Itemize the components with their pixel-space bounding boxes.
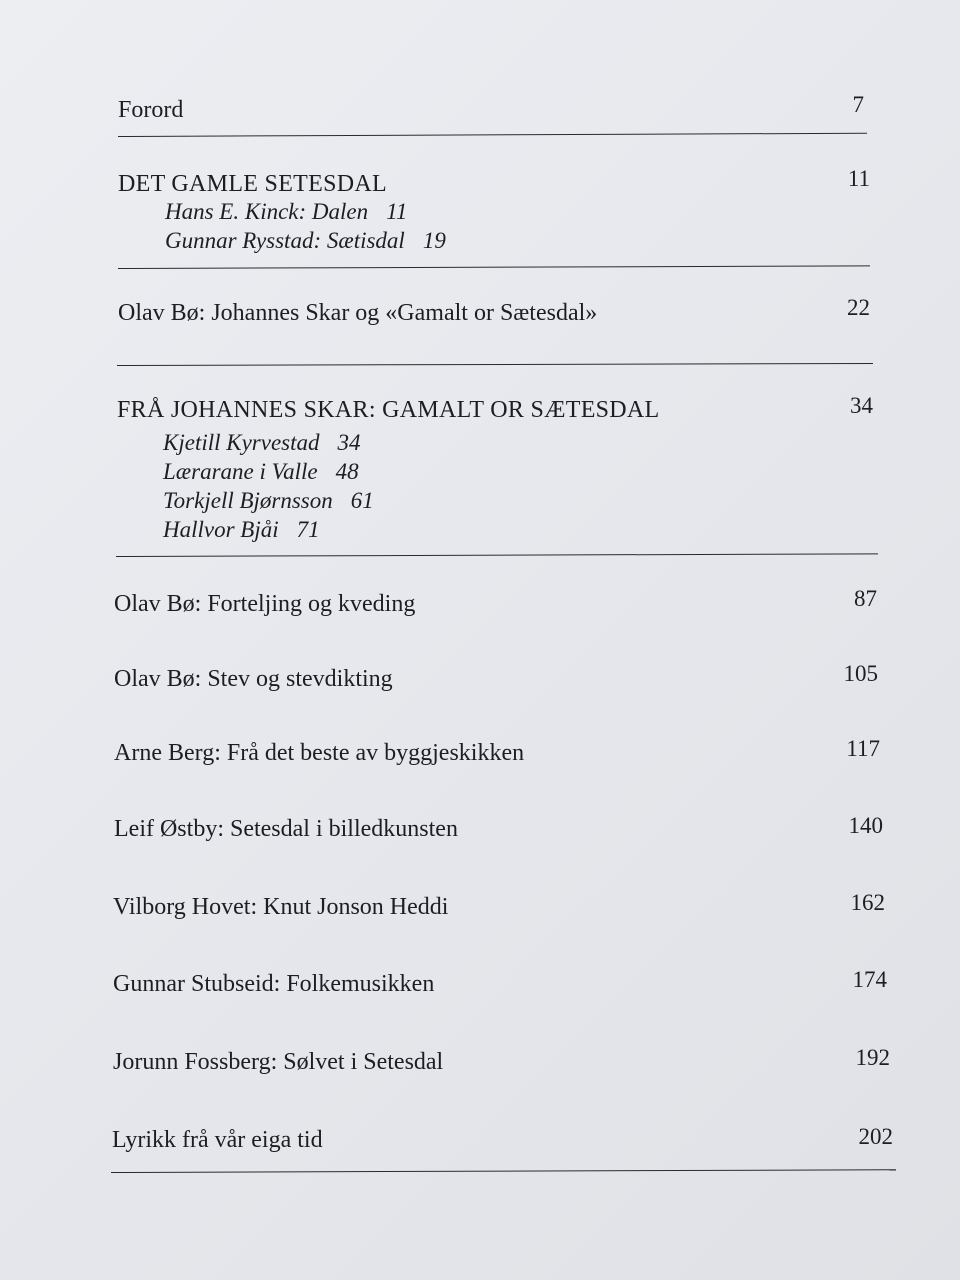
section-title: DET GAMLE SETESDAL [118, 171, 387, 197]
toc-entry-page: 87 [854, 586, 877, 611]
subentry-title: Lærarane i Valle [163, 459, 318, 484]
divider [111, 1169, 896, 1173]
toc-entry-page: 7 [852, 92, 864, 117]
toc-entry-page: 117 [846, 736, 880, 761]
toc-entry-page: 192 [855, 1045, 890, 1070]
toc-entry-title: Vilborg Hovet: Knut Jonson Heddi [113, 894, 449, 920]
toc-entry-title: Arne Berg: Frå det beste av byggjeskikken [114, 740, 525, 766]
divider [118, 265, 870, 269]
subentry-title: Hans E. Kinck: Dalen [165, 199, 369, 224]
section-page: 11 [847, 166, 870, 191]
subentry-page: 48 [335, 459, 359, 484]
subentry-title: Torkjell Bjørnsson [163, 488, 333, 513]
subentry-title: Hallvor Bjåi [163, 517, 279, 542]
divider [118, 133, 867, 137]
toc-entry-title: Jorunn Fossberg: Sølvet i Setesdal [113, 1049, 444, 1075]
toc-entry-title: Olav Bø: Forteljing og kveding [114, 591, 416, 617]
subentry-title: Gunnar Rysstad: Sætisdal [165, 228, 405, 253]
toc-entry-page: 140 [848, 813, 883, 838]
subentry-page: 71 [296, 517, 320, 542]
subentry [163, 460, 359, 483]
toc-entry-title: Olav Bø: Stev og stevdikting [114, 666, 393, 692]
toc-entry-title: Leif Østby: Setesdal i billedkunsten [114, 816, 458, 842]
subentry-title: Kjetill Kyrvestad [163, 430, 320, 455]
toc-entry-page: 174 [852, 967, 887, 992]
divider [117, 363, 873, 366]
subentry-page: 34 [337, 430, 361, 455]
toc-entry-page: 22 [847, 295, 870, 320]
subentry-page: 11 [386, 199, 408, 224]
subentry-page: 19 [422, 228, 446, 253]
toc-entry-page: 162 [850, 890, 885, 915]
section-title: FRÅ JOHANNES SKAR: GAMALT OR SÆTESDAL [117, 397, 660, 423]
section-page: 34 [850, 393, 873, 418]
toc-entry-title: Lyrikk frå vår eiga tid [112, 1127, 323, 1153]
toc-entry-page: 202 [858, 1124, 893, 1149]
subentry [163, 518, 320, 541]
toc-entry-title: Olav Bø: Johannes Skar og «Gamalt or Sætesdal» [118, 300, 598, 326]
subentry [165, 229, 446, 252]
toc-entry-title: Forord [118, 97, 184, 123]
toc-entry-title: Gunnar Stubseid: Folkemusikken [113, 971, 435, 997]
subentry [165, 200, 407, 223]
subentry [163, 489, 374, 512]
subentry [163, 431, 361, 454]
divider [116, 553, 878, 557]
subentry-page: 61 [350, 488, 374, 513]
toc-entry-page: 105 [843, 661, 878, 686]
